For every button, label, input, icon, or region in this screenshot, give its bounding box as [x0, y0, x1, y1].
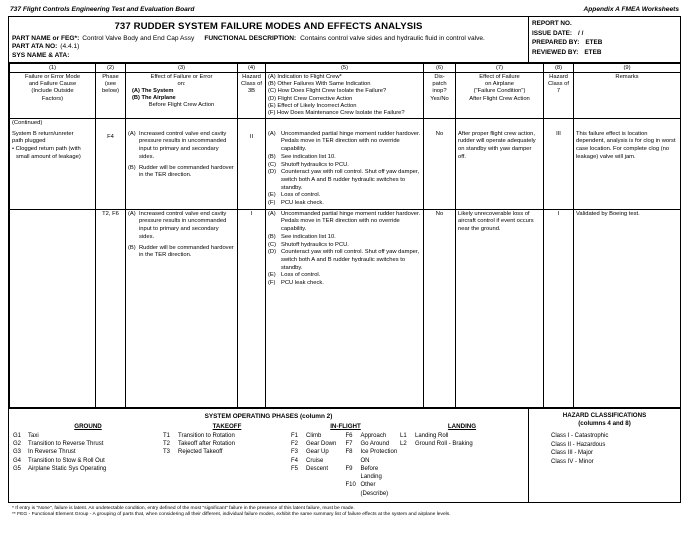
- part-info: [9, 35, 528, 62]
- header-col-5-a: (A) Indication to Flight Crew*: [268, 74, 342, 81]
- row1-effect-a-text: Increased control valve end cavity pressure results in uncommanded input to primary and secondary sides.: [139, 130, 227, 160]
- row1-ind-f: [268, 200, 421, 208]
- header-col-1-l1: Failure or Error Mode: [24, 74, 81, 81]
- row2-effect-after-action: Likely unrecoverable loss of aircraft control if event occurs near the ground.: [456, 209, 544, 407]
- row1-ind-e: [268, 192, 421, 200]
- row1-effect-a-tag: (A): [128, 130, 136, 137]
- continued-c9: [574, 118, 681, 130]
- phase-item-f9: F9 Before Landing: [345, 465, 382, 481]
- row1-indications: [266, 130, 424, 210]
- header-col-2-l1: Phase: [102, 74, 119, 81]
- header-col-3-sub-a: (A) The System: [132, 88, 174, 95]
- hazard-list: [533, 428, 676, 467]
- header-col-4-l3: 3B: [247, 88, 256, 95]
- header-col-8: [544, 73, 574, 118]
- continued-c6: [424, 118, 456, 130]
- continued-c5: [266, 118, 424, 130]
- header-col-9-l1: Remarks: [615, 74, 639, 81]
- hazard-class-3: Class III - Major: [551, 450, 594, 457]
- header-col-1-l2: and Failure Cause: [28, 81, 77, 88]
- footnote-1: * If entry is "None", failure is latent. An undetectable condition, entry defined of the most "significant" failure in the presence of this latent failure, must be made.: [12, 505, 355, 511]
- operating-phases-block: [9, 409, 528, 502]
- sys-name-value: [69, 52, 72, 60]
- phases-inflight-columns: [291, 432, 400, 498]
- phases-ground: [13, 423, 163, 498]
- row1-ind-c-text: Shutoff hydraulics to PCU.: [281, 161, 349, 168]
- prepared-by-label: PREPARED BY:: [532, 39, 580, 47]
- header-col-7-l2: on Airplane: [484, 81, 514, 88]
- colnum-1: (1): [10, 64, 96, 73]
- running-head-left: 737 Flight Controls Engineering Test and Evaluation Board: [10, 6, 195, 13]
- phase-item-f2: F2 Gear Down: [291, 440, 337, 447]
- report-block: [528, 17, 680, 62]
- header-col-6-l2: patch: [432, 81, 447, 88]
- phase-item-g2: G2 Transition to Reverse Thrust: [13, 440, 104, 447]
- row2-hazard-3b: I: [238, 209, 266, 407]
- table-row: [10, 130, 681, 210]
- row2-ind-f: [268, 280, 421, 288]
- row1-effect-b-tag: (B): [128, 164, 136, 171]
- colnum-2: (2): [96, 64, 126, 73]
- footnotes: [8, 503, 681, 519]
- row1-effect-on: [126, 130, 238, 210]
- header-col-4-l1: Hazard: [242, 74, 261, 81]
- hazard-classifications-block: [528, 409, 680, 502]
- row1-hazard-3b: II: [238, 130, 266, 210]
- row1-ind-a: [268, 131, 421, 154]
- header-col-1-l4: Factors): [41, 95, 64, 102]
- column-number-row: [10, 64, 681, 73]
- row2-ind-b-text: See indication list 10.: [281, 233, 336, 240]
- continued-row: [10, 118, 681, 130]
- row2-ind-d-tag: (D): [268, 249, 277, 256]
- row1-failure-line-2: path plugged: [12, 138, 46, 145]
- phases-landing: [400, 423, 524, 498]
- phase-item-g4: G4 Transition to Stow & Roll Out: [13, 457, 105, 464]
- phase-item-f8: F8 Ice Protection ON: [345, 449, 398, 464]
- reviewed-by-row: [532, 48, 677, 58]
- row2-effect-on: [126, 209, 238, 407]
- column-header-row: [10, 73, 681, 118]
- row1-effect-after-action: After proper flight crew action, rudder will operate adequately on standby with yaw damper off.: [456, 130, 544, 210]
- phase-item-f1: F1 Climb: [291, 432, 322, 439]
- functional-description-label: FUNCTIONAL DESCRIPTION:: [204, 35, 297, 42]
- header-col-3-l1: Effect of Failure or Error: [150, 74, 213, 81]
- row1-failure-line-1: System B return/unreter: [12, 130, 74, 137]
- header-col-5: [266, 73, 424, 118]
- row2-ind-e: [268, 272, 421, 280]
- report-no-row: [532, 19, 677, 29]
- hazard-class-2: Class II - Hazardous: [551, 441, 606, 448]
- row2-effect-b-tag: (B): [128, 244, 136, 251]
- header-col-1-l3: (Include Outside: [31, 88, 74, 95]
- header-col-6: [424, 73, 456, 118]
- header-col-6-l1: Dis-: [434, 74, 445, 81]
- row2-dispatch: No: [424, 209, 456, 407]
- page-title: 737 RUDDER SYSTEM FAILURE MODES AND EFFECTS ANALYSIS: [114, 21, 423, 32]
- phases-takeoff: [163, 423, 291, 498]
- phase-item-g1: G1 Taxi: [13, 432, 39, 439]
- phase-item-g5: G5 Airplane Static Sys Operating: [13, 465, 107, 472]
- prepared-by-row: [532, 38, 677, 48]
- header-col-8-l3: 7: [556, 88, 561, 95]
- hazard-title-line-2: (columns 4 and 8): [578, 419, 631, 427]
- colnum-7: (7): [456, 64, 544, 73]
- prepared-by-value: ETEB: [585, 39, 603, 47]
- hazard-title-line-1: HAZARD CLASSIFICATIONS: [562, 411, 647, 419]
- row1-failure-bullet-1: • Clogged return path (with small amount of leakage): [12, 146, 81, 160]
- row2-ind-b-tag: (B): [268, 233, 276, 240]
- phases-takeoff-heading: TAKEOFF: [212, 422, 242, 430]
- row1-ind-c: [268, 162, 421, 170]
- row1-ind-a-text: Uncommanded partial hinge moment rudder hardover. Pedals move in TER direction with no override capability.: [281, 130, 421, 153]
- row1-failure-mode: [10, 130, 96, 210]
- header-col-2-l3: below): [101, 88, 120, 95]
- operating-phases-title: SYSTEM OPERATING PHASES (column 2): [204, 412, 333, 420]
- row1-ind-e-tag: (E): [268, 192, 276, 199]
- part-ata-label: PART ATA NO:: [12, 43, 58, 51]
- hazard-class-1: Class I - Catastrophic: [551, 432, 609, 439]
- footnote-2: ** FEG - Functional Element Group - A grouping of parts that, when considering all their different, individual failure modes, exhibit the same summary list of failure effects at the system and airplane levels.: [12, 512, 451, 518]
- row2-ind-f-tag: (F): [268, 280, 276, 287]
- row2-ind-c: [268, 242, 421, 250]
- colnum-9: (9): [574, 64, 681, 73]
- row1-ind-a-tag: (A): [268, 130, 276, 137]
- header-col-2-l2: (see: [104, 81, 117, 88]
- row1-dispatch: No: [424, 130, 456, 210]
- header-col-9: [574, 73, 681, 118]
- row2-phase: T2, F6: [96, 209, 126, 407]
- part-ata-value: (4.4.1): [60, 43, 80, 51]
- header-col-7-l1: Effect of Failure: [479, 74, 520, 81]
- report-no-value: [572, 19, 578, 29]
- phase-item-g3: G3 In Reverse Thrust: [13, 449, 76, 456]
- part-name-value: Control Valve Body and End Cap Assy: [82, 35, 195, 42]
- row1-effect-a: [128, 131, 235, 162]
- part-name-label: PART NAME or FEG*:: [12, 35, 80, 42]
- header-col-5-b: (B) Other Failures With Same Indication: [268, 81, 371, 88]
- row1-ind-b-tag: (B): [268, 153, 276, 160]
- row1-ind-c-tag: (C): [268, 161, 277, 168]
- phase-item-f6: F6 Approach: [345, 432, 387, 439]
- row2-ind-d-text: Counteract yaw with roll control. Shut off yaw damper, switch both A and B rudder hydraulic switches to standby.: [281, 249, 420, 271]
- row2-ind-c-text: Shutoff hydraulics to PCU.: [281, 241, 349, 248]
- issue-date-label: ISSUE DATE:: [532, 29, 573, 37]
- row2-ind-d: [268, 249, 421, 272]
- header-col-8-l1: Hazard: [549, 74, 568, 81]
- row2-ind-a: [268, 211, 421, 234]
- sys-name-label: SYS NAME & ATA:: [12, 51, 70, 59]
- row2-hazard-7: I: [544, 209, 574, 407]
- row1-ind-b: [268, 154, 421, 162]
- phase-item-l1: L1 Landing Roll: [400, 432, 449, 439]
- phases-landing-heading: LANDING: [447, 422, 477, 430]
- row2-ind-f-text: PCU leak check.: [281, 280, 324, 287]
- colnum-8: (8): [544, 64, 574, 73]
- row2-failure-mode: [10, 209, 96, 407]
- hazard-class-4: Class IV - Minor: [551, 458, 594, 465]
- phases-inflight-right: [346, 432, 401, 498]
- reviewed-by-label: REVIEWED BY:: [532, 48, 579, 56]
- phases-inflight-heading: IN-FLIGHT: [330, 422, 361, 430]
- header-col-5-c: (C) How Does Flight Crew Isolate the Failure?: [268, 88, 387, 95]
- table-row: [10, 209, 681, 407]
- row1-ind-d-tag: (D): [268, 169, 277, 176]
- colnum-6: (6): [424, 64, 456, 73]
- part-ata-row: [12, 43, 528, 51]
- row1-ind-f-tag: (F): [268, 200, 276, 207]
- header-col-6-l3: inop?: [432, 88, 447, 95]
- phase-item-t2: T2 Takeoff after Rotation: [163, 440, 235, 447]
- operating-phases-columns: [9, 423, 528, 502]
- continued-c4: [238, 118, 266, 130]
- phase-item-f10: F10 Other (Describe): [345, 482, 389, 497]
- row1-ind-b-text: See indication list 10.: [281, 153, 336, 160]
- colnum-5: (5): [266, 64, 424, 73]
- header-col-5-e: (E) Effect of Likely Incorrect Action: [268, 102, 357, 109]
- phases-ground-heading: GROUND: [74, 422, 102, 430]
- continued-c3: [126, 118, 238, 130]
- issue-date-row: [532, 29, 677, 39]
- header-col-3: [126, 73, 238, 118]
- header-col-3-sub-b: (B) The Airplane: [132, 95, 176, 102]
- row1-ind-d: [268, 169, 421, 192]
- phase-item-l2: L2 Ground Roll - Braking: [400, 440, 473, 447]
- fmea-table: [9, 63, 681, 407]
- phase-item-f5: F5 Descent: [291, 465, 329, 472]
- phase-item-f7: F7 Go Around: [345, 440, 390, 447]
- row2-effect-a-text: Increased control valve end cavity pressure results in uncommanded input to primary and secondary sides.: [139, 210, 227, 240]
- phase-item-f3: F3 Gear Up: [291, 449, 329, 456]
- issue-date-value: / /: [578, 29, 584, 37]
- row2-ind-a-text: Uncommanded partial hinge moment rudder hardover. Pedals move in TER direction with no override capability.: [281, 210, 421, 233]
- colnum-3: (3): [126, 64, 238, 73]
- header-col-7: [456, 73, 544, 118]
- row1-ind-f-text: PCU leak check.: [281, 200, 324, 207]
- worksheet-frame: [8, 16, 681, 503]
- row1-hazard-7: III: [544, 130, 574, 210]
- header-col-2: [96, 73, 126, 118]
- row2-effect-b-text: Rudder will be commanded hardover in the TER direction.: [139, 244, 234, 259]
- continued-c2: [96, 118, 126, 130]
- row1-ind-d-text: Counteract yaw with roll control. Shut off yaw damper, switch both A and B rudder hydraulic switches to standby.: [281, 169, 420, 191]
- sys-name-row: [12, 52, 528, 60]
- header-col-4-l2: Class of: [241, 81, 262, 88]
- phase-item-f4: F4 Cruise: [291, 457, 324, 464]
- header-col-7-l3: ("Failure Condition"): [473, 88, 526, 95]
- running-head-right: Appendix A FMEA Worksheets: [583, 6, 679, 13]
- row2-ind-b: [268, 234, 421, 242]
- row2-indications: [266, 209, 424, 407]
- row2-remarks: Validated by Boeing test.: [574, 209, 681, 407]
- header-col-7-l4: After Flight Crew Action: [469, 95, 530, 102]
- phases-inflight: [291, 423, 400, 498]
- header-col-6-l4: Yes/No: [430, 95, 449, 102]
- phase-item-t1: T1 Transition to Rotation: [163, 432, 235, 439]
- part-name-row: [12, 35, 528, 43]
- reviewed-by-value: ETEB: [584, 48, 602, 56]
- header-col-5-d: (D) Flight Crew Corrective Action: [268, 95, 353, 102]
- colnum-4: (4): [238, 64, 266, 73]
- phases-inflight-left: [291, 432, 346, 498]
- row1-ind-e-text: Loss of control.: [281, 192, 321, 199]
- title-band: [9, 17, 680, 63]
- row2-ind-e-tag: (E): [268, 272, 276, 279]
- row2-effect-a-tag: (A): [128, 210, 136, 217]
- row1-effect-b: [128, 165, 235, 180]
- running-head: [8, 6, 681, 16]
- header-col-3-l2: on:: [177, 81, 186, 88]
- row1-remarks: This failure effect is location dependent, analysis is for clog in worst case location. For complete clog (no leakage) valve will jam.: [574, 130, 681, 210]
- header-col-5-f: (F) How Does Maintenance Crew Isolate the Failure?: [268, 109, 405, 116]
- row2-ind-a-tag: (A): [268, 210, 276, 217]
- row2-ind-e-text: Loss of control.: [281, 272, 321, 279]
- continued-c8: [544, 118, 574, 130]
- row1-effect-b-text: Rudder will be commanded hardover in the TER direction.: [139, 164, 234, 179]
- row2-effect-a: [128, 211, 235, 242]
- row2-effect-b: [128, 245, 235, 260]
- continued-c7: [456, 118, 544, 130]
- continued-label: (Continued): [10, 118, 96, 130]
- header-col-3-tail: Before Flight Crew Action: [148, 102, 215, 109]
- phase-item-t3: T3 Rejected Takeoff: [163, 449, 223, 456]
- row1-phase: F4: [96, 130, 126, 210]
- header-col-1: [10, 73, 96, 118]
- functional-description-value: Contains control valve sides and hydraulic fluid in control valve.: [300, 35, 485, 42]
- report-no-label: REPORT NO.: [532, 20, 572, 27]
- title-left: [9, 17, 528, 62]
- bottom-legend: [9, 408, 680, 502]
- row2-ind-c-tag: (C): [268, 241, 277, 248]
- header-col-8-l2: Class of: [548, 81, 569, 88]
- header-col-4: [238, 73, 266, 118]
